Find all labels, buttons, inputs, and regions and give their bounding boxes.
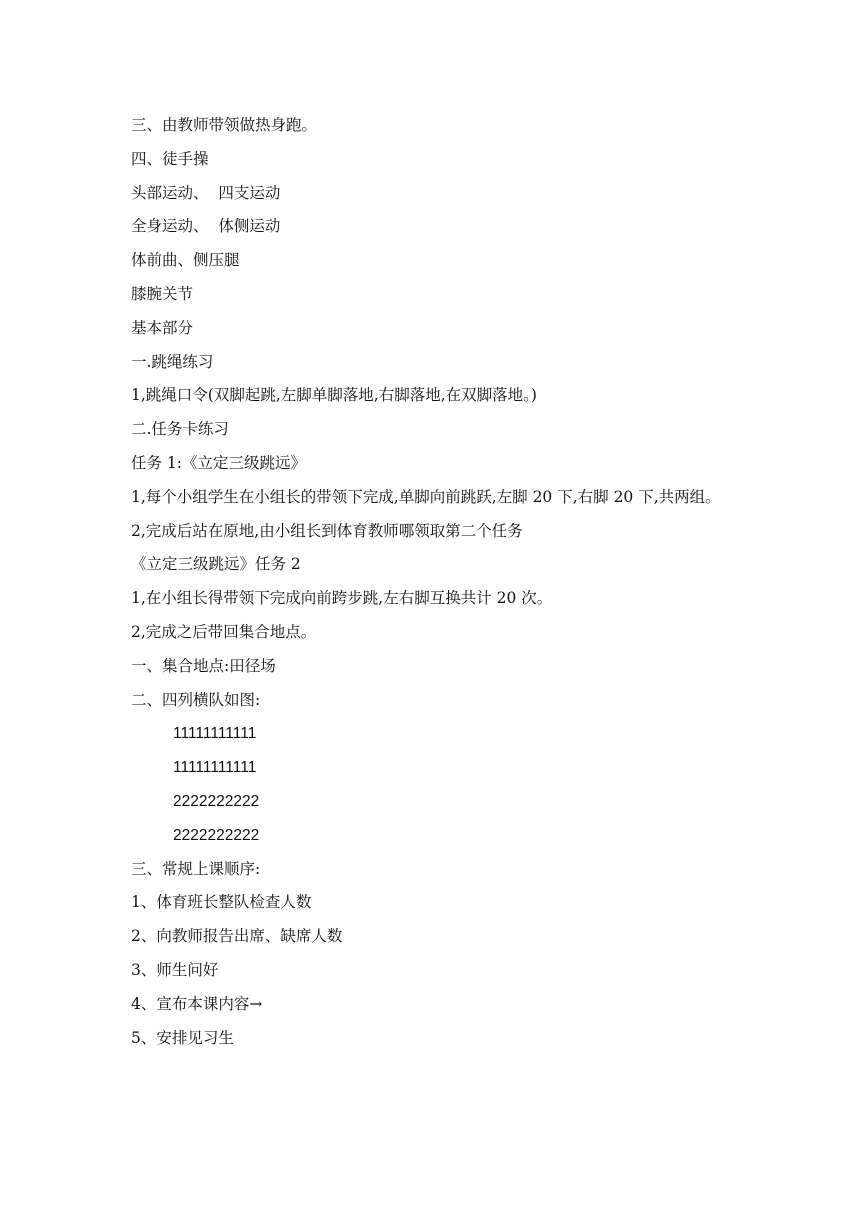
text-line: 2,完成后站在原地,由小组长到体育教师哪领取第二个任务 — [131, 521, 523, 540]
text-line: 《立定三级跳远》任务 2 — [131, 555, 301, 574]
text-line: 1、体育班长整队检查人数 — [131, 893, 312, 912]
text-line: 5、安排见习生 — [131, 1028, 234, 1047]
text-line: 体前曲、侧压腿 — [131, 251, 240, 270]
text-line: 1,在小组长得带领下完成向前跨步跳,左右脚互换共计 20 次。 — [131, 589, 553, 608]
formation-row: 11111111111 — [173, 759, 257, 777]
text-line: 一、集合地点:田径场 — [131, 656, 276, 675]
text-line: 全身运动、 体侧运动 — [131, 217, 281, 236]
text-paragraph: 1,每个小组学生在小组长的带领下完成,单脚向前跳跃,左脚 20 下,右脚 20 下,共两组。 — [131, 487, 721, 506]
section-heading: 基本部分 — [131, 318, 194, 337]
text-line: 二、四列横队如图: — [131, 690, 261, 709]
text-line: 1,跳绳口令(双脚起跳,左脚单脚落地,右脚落地,在双脚落地。) — [131, 386, 537, 405]
formation-row: 11111111111 — [173, 725, 257, 743]
text-line: 4、宣布本课内容→ — [131, 994, 263, 1013]
text-line: 三、常规上课顺序: — [131, 859, 261, 878]
text-line: 2、向教师报告出席、缺席人数 — [131, 927, 343, 946]
text-line: 二.任务卡练习 — [131, 420, 229, 439]
text-line: 头部运动、 四支运动 — [131, 183, 281, 202]
text-line: 四、徒手操 — [131, 149, 209, 168]
text-line: 3、师生问好 — [131, 960, 219, 979]
text-line: 2,完成之后带回集合地点。 — [131, 622, 317, 641]
text-line: 膝腕关节 — [131, 284, 194, 303]
document-body — [131, 109, 751, 1055]
text-line: 一.跳绳练习 — [131, 352, 214, 371]
text-line: 任务 1:《立定三级跳远》 — [131, 453, 307, 472]
formation-row: 2222222222 — [173, 826, 260, 844]
text-line: 三、由教师带领做热身跑。 — [131, 116, 318, 134]
formation-row: 2222222222 — [173, 792, 260, 810]
